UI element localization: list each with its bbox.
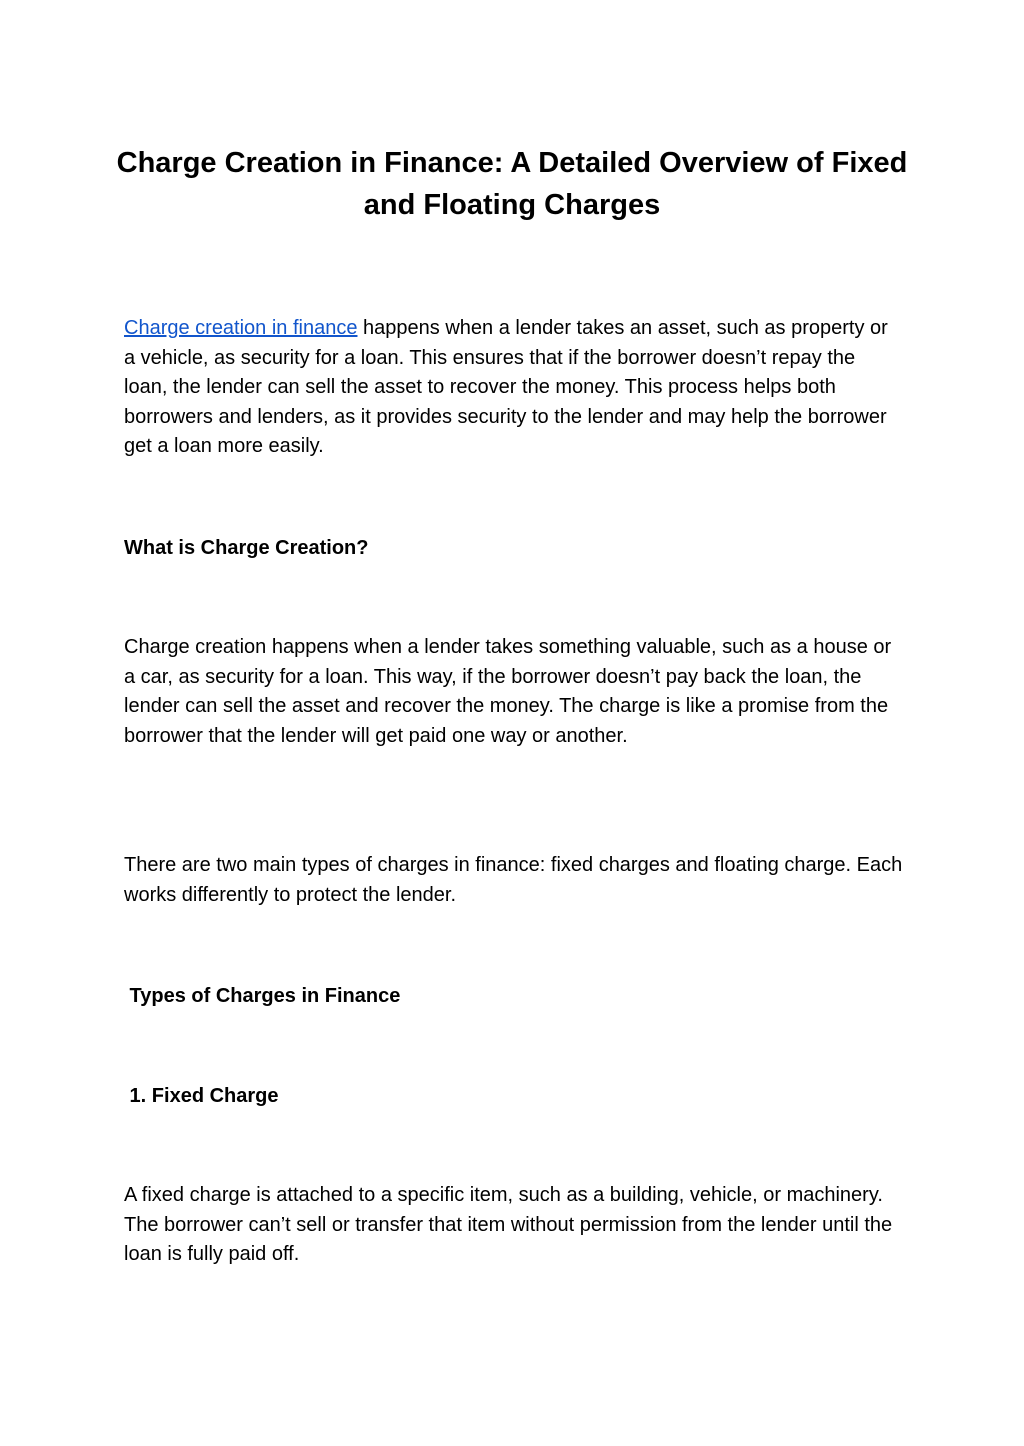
page-title: Charge Creation in Finance: A Detailed Overview of Fixed and Floating Charges: [116, 147, 908, 221]
types-intro-paragraph: There are two main types of charges in finance: fixed charges and floating charge. Each works differently to protect the lender.: [124, 854, 903, 906]
section-heading-types-of-charges: Types of Charges in Finance: [124, 985, 401, 1007]
charge-creation-link[interactable]: Charge creation in finance: [124, 317, 358, 339]
what-is-paragraph: Charge creation happens when a lender takes something valuable, such as a house or a car, as security for a loan. This way, if the borrower doesn’t pay back the loan, the lender can sell the asset and recover the money. The charge is like a promise from the borrower that the lender will get paid one way or another.: [124, 636, 892, 747]
fixed-charge-paragraph: A fixed charge is attached to a specific item, such as a building, vehicle, or machinery. The borrower can’t sell or transfer that item without permission from the lender until the loan is fully paid off.: [124, 1184, 893, 1266]
intro-text: happens when a lender takes an asset, such as property or a vehicle, as security for a loan. This ensures that if the borrower doesn’t repay the loan, the lender can sell the asset to recover the money. This process helps both borrowers and lenders, as it provides security to the lender and may help the borrower get a loan more easily.: [124, 317, 888, 458]
subheading-fixed-charge: 1. Fixed Charge: [124, 1085, 279, 1107]
section-heading-what-is-charge-creation: What is Charge Creation?: [124, 537, 369, 559]
intro-paragraph: [124, 314, 904, 462]
